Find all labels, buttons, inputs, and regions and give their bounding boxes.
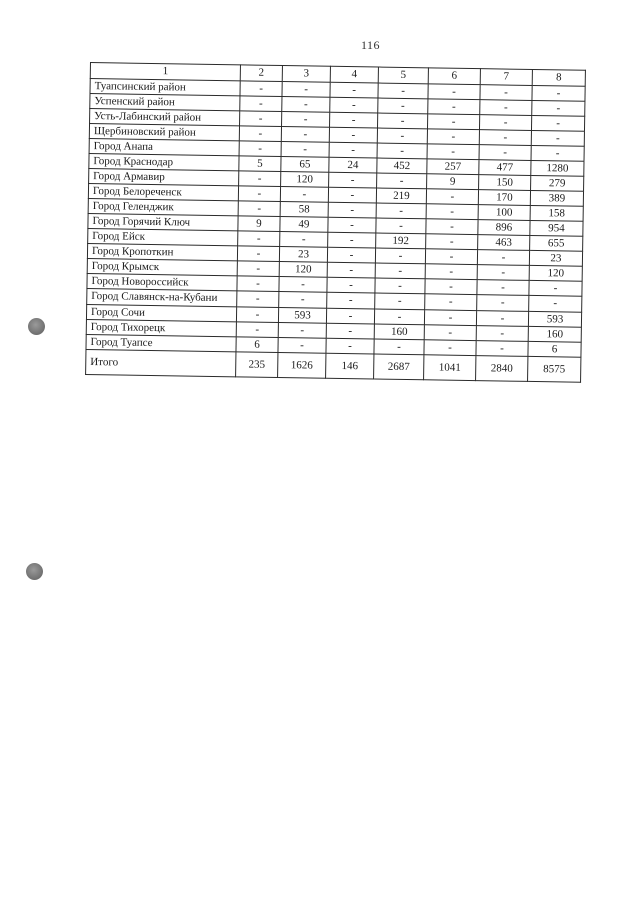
cell-value: -	[239, 126, 281, 142]
cell-value: -	[427, 144, 479, 160]
cell-value: -	[280, 232, 328, 248]
row-label: Город Туапсе	[86, 334, 236, 351]
cell-value: -	[326, 338, 374, 354]
cell-value: -	[425, 264, 477, 280]
cell-value: -	[477, 265, 529, 281]
cell-value: -	[278, 337, 326, 353]
cell-value: 120	[281, 172, 329, 188]
cell-value: 65	[281, 157, 329, 173]
cell-value: 954	[530, 220, 583, 236]
cell-value: -	[240, 81, 282, 97]
cell-value: -	[427, 129, 479, 145]
cell-value: -	[329, 127, 377, 143]
cell-value: -	[330, 97, 378, 113]
cell-value: 160	[528, 326, 581, 342]
row-label: Город Кропоткин	[87, 243, 237, 260]
cell-value: -	[426, 219, 478, 235]
cell-value: -	[377, 128, 427, 144]
cell-value: -	[330, 82, 378, 98]
cell-value: -	[531, 145, 584, 161]
cell-value: 257	[427, 159, 479, 175]
cell-value: 593	[528, 311, 581, 327]
cell-value: -	[330, 112, 378, 128]
row-label: Город Армавир	[89, 168, 239, 185]
cell-value: -	[236, 322, 278, 338]
cell-value: -	[426, 189, 478, 205]
cell-value: -	[476, 341, 528, 357]
row-label: Усть-Лабинский район	[90, 109, 240, 126]
cell-value: 477	[479, 160, 531, 176]
cell-value: -	[237, 246, 279, 262]
column-header: 5	[378, 67, 428, 84]
page-number: 116	[361, 38, 381, 52]
row-label: Город Сочи	[86, 304, 236, 321]
cell-value: 120	[279, 261, 327, 277]
cell-value: -	[238, 201, 280, 217]
cell-value: 158	[530, 205, 583, 221]
punch-hole-upper	[28, 318, 45, 335]
row-label: Город Белореченск	[88, 183, 238, 200]
cell-value: -	[326, 308, 374, 324]
punch-hole-lower	[26, 563, 43, 580]
cell-value: -	[282, 112, 330, 128]
cell-value: 5	[239, 156, 281, 172]
cell-value: 452	[377, 158, 427, 174]
cell-value: -	[376, 203, 426, 219]
cell-value: -	[479, 115, 531, 131]
cell-value: 23	[279, 247, 327, 263]
cell-value: -	[329, 172, 377, 188]
cell-value: 120	[529, 265, 582, 281]
cell-value: 9	[238, 216, 280, 232]
data-table	[85, 62, 586, 383]
cell-value: -	[375, 278, 425, 294]
column-header: 2	[240, 65, 282, 82]
cell-value: -	[282, 97, 330, 113]
cell-value: -	[424, 325, 476, 341]
cell-value: -	[282, 82, 330, 98]
cell-value: -	[479, 145, 531, 161]
cell-value: -	[278, 322, 326, 338]
cell-value: -	[327, 262, 375, 278]
cell-value: -	[279, 291, 327, 308]
cell-value: 655	[530, 235, 583, 251]
cell-value: -	[428, 99, 480, 115]
column-header: 7	[480, 69, 532, 86]
column-header: 8	[532, 69, 585, 86]
cell-value: -	[239, 141, 281, 157]
row-label: Город Крымск	[87, 258, 237, 275]
cell-value: -	[378, 83, 428, 99]
cell-value: -	[281, 142, 329, 158]
cell-value: 192	[376, 233, 426, 249]
cell-value: -	[378, 98, 428, 114]
table-body	[86, 79, 586, 383]
column-header: 4	[330, 66, 378, 83]
cell-value: -	[425, 279, 477, 295]
total-label: Итого	[86, 349, 236, 376]
cell-value: 58	[280, 202, 328, 218]
cell-value: -	[477, 250, 529, 266]
cell-value: -	[531, 115, 584, 131]
cell-value: -	[375, 293, 425, 310]
cell-value: 219	[376, 188, 426, 204]
cell-value: -	[532, 100, 585, 116]
cell-value: -	[531, 130, 584, 146]
cell-value: -	[479, 130, 531, 146]
cell-value: -	[237, 261, 279, 277]
cell-value: 49	[280, 217, 328, 233]
cell-value: 896	[478, 220, 530, 236]
column-header: 1	[90, 63, 240, 81]
cell-value: -	[476, 311, 528, 327]
cell-value: -	[424, 340, 476, 356]
cell-value: -	[236, 307, 278, 323]
cell-value: -	[240, 96, 282, 112]
cell-value: -	[375, 248, 425, 264]
cell-value: -	[374, 339, 424, 355]
cell-value: -	[327, 277, 375, 293]
cell-value: -	[328, 202, 376, 218]
cell-value: -	[328, 232, 376, 248]
row-label: Город Тихорецк	[86, 319, 236, 336]
cell-value: -	[377, 173, 427, 189]
cell-value: 24	[329, 157, 377, 173]
row-label: Город Анапа	[89, 138, 239, 155]
cell-value: 23	[529, 250, 582, 266]
row-label: Город Славянск-на-Кубани	[87, 288, 237, 306]
cell-value: 8575	[528, 356, 581, 382]
row-label: Город Геленджик	[88, 198, 238, 215]
cell-value: -	[424, 310, 476, 326]
cell-value: -	[376, 218, 426, 234]
cell-value: -	[327, 247, 375, 263]
cell-value: -	[237, 276, 279, 292]
row-label: Туапсинский район	[90, 79, 240, 96]
cell-value: -	[238, 186, 280, 202]
cell-value: 1041	[424, 355, 476, 381]
cell-value: -	[428, 84, 480, 100]
cell-value: -	[374, 309, 424, 325]
cell-value: 389	[530, 190, 583, 206]
cell-value: -	[240, 111, 282, 127]
cell-value: 146	[326, 353, 374, 379]
cell-value: -	[477, 280, 529, 296]
column-header: 3	[282, 66, 330, 83]
cell-value: -	[480, 85, 532, 101]
cell-value: -	[328, 187, 376, 203]
cell-value: -	[480, 100, 532, 116]
cell-value: -	[329, 142, 377, 158]
cell-value: 235	[236, 352, 278, 378]
cell-value: -	[237, 291, 279, 308]
cell-value: 463	[478, 235, 530, 251]
cell-value: 150	[479, 175, 531, 191]
cell-value: -	[238, 231, 280, 247]
cell-value: 1626	[278, 352, 326, 378]
cell-value: 6	[236, 337, 278, 353]
cell-value: -	[477, 295, 529, 312]
cell-value: 9	[427, 174, 479, 190]
cell-value: -	[328, 217, 376, 233]
cell-value: -	[427, 114, 479, 130]
cell-value: -	[326, 323, 374, 339]
cell-value: -	[529, 295, 582, 312]
cell-value: 170	[478, 190, 530, 206]
row-label: Город Краснодар	[89, 153, 239, 170]
cell-value: -	[426, 234, 478, 250]
cell-value: -	[426, 204, 478, 220]
cell-value: -	[281, 127, 329, 143]
cell-value: -	[327, 292, 375, 309]
cell-value: 1280	[531, 160, 584, 176]
cell-value: -	[375, 263, 425, 279]
cell-value: -	[529, 280, 582, 296]
cell-value: 2840	[476, 356, 528, 382]
row-label: Щербиновский район	[89, 124, 239, 141]
cell-value: -	[476, 326, 528, 342]
cell-value: 100	[478, 205, 530, 221]
cell-value: -	[377, 113, 427, 129]
data-table-container	[85, 62, 585, 383]
column-header: 6	[428, 68, 480, 85]
cell-value: 6	[528, 341, 581, 357]
cell-value: -	[239, 171, 281, 187]
cell-value: 279	[531, 175, 584, 191]
cell-value: 593	[278, 307, 326, 323]
cell-value: 2687	[374, 354, 424, 380]
row-label: Город Ейск	[88, 228, 238, 245]
row-label: Город Горячий Ключ	[88, 213, 238, 230]
cell-value: -	[425, 294, 477, 311]
cell-value: -	[425, 249, 477, 265]
cell-value: -	[280, 187, 328, 203]
row-label: Город Новороссийск	[87, 273, 237, 290]
row-label: Успенский район	[90, 94, 240, 111]
cell-value: -	[279, 276, 327, 292]
cell-value: -	[377, 143, 427, 159]
cell-value: 160	[374, 324, 424, 340]
cell-value: -	[532, 85, 585, 101]
